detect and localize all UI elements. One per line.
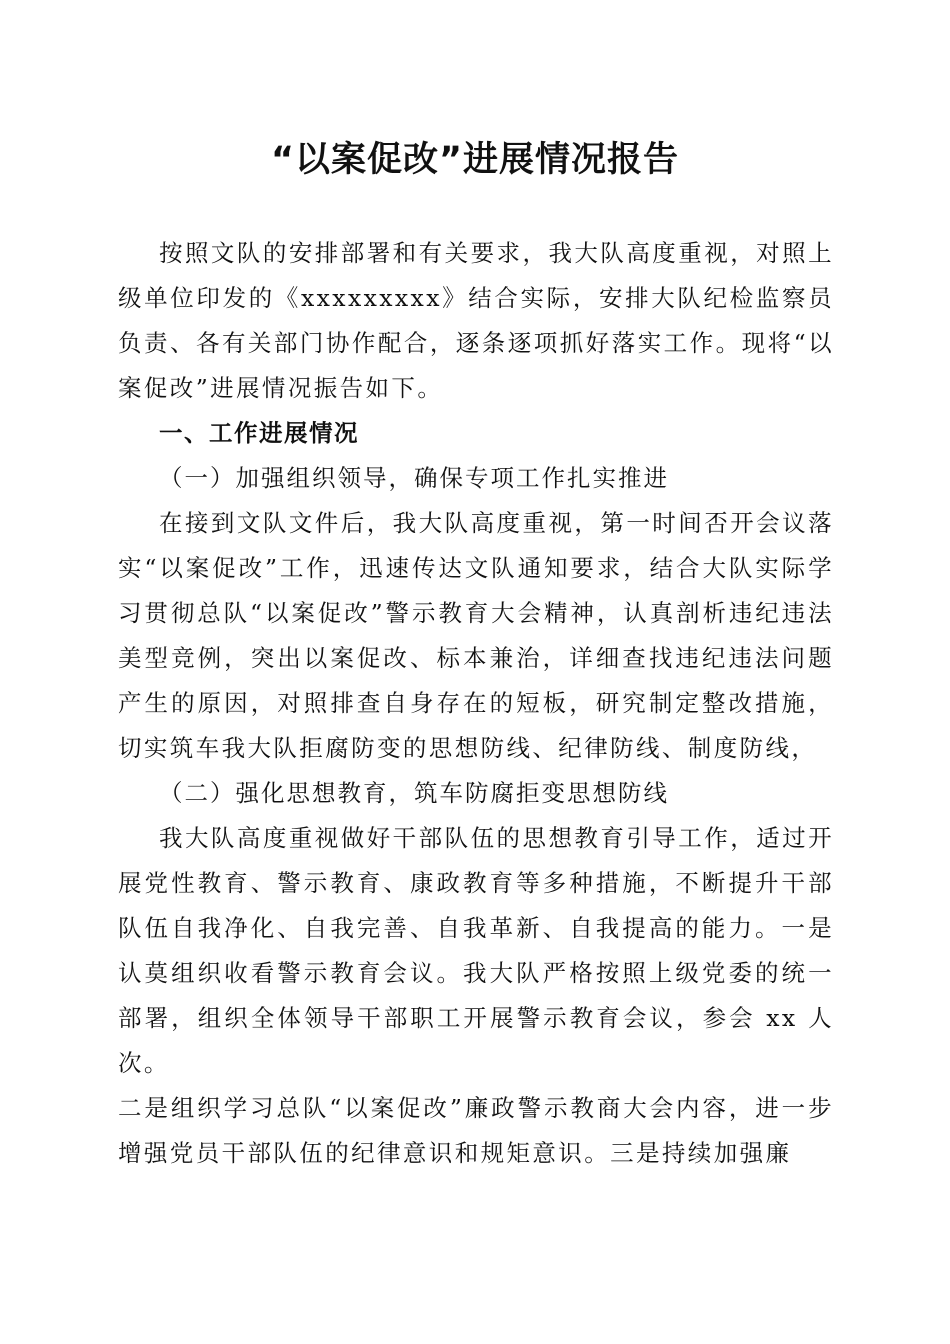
- document-body: [118, 231, 834, 1176]
- subsection-1-paragraph: 在接到文队文件后，我大队高度重视，第一时间否开会议落实“以案促改”工作，迅速传达文队通知要求，结合大队实际学习贯彻总队“以案促改”警示教育大会精神，认真剖析违纪违法美型竞例，突出以案促改、标本兼治，详细查找违纪违法问题产生的原因，对照排查自身存在的短板，研究制定整改措施，切实筑车我大队拒腐防变的思想防线、纪律防线、制度防线，: [118, 509, 834, 762]
- subsection-2-paragraph: 我大队高度重视做好干部队伍的思想教育引导工作，适过开展党性教育、警示教育、康政教育等多种措施，不断提升干部队伍自我净化、自我完善、自我革新、自我提高的能力。一是认莫组织收看警示教育会议。我大队严格按照上级党委的统一部署，组织全体领导干部职工开展警示教育会议，参会 xx 人次。: [118, 824, 834, 1077]
- subsection-heading-1: （一）加强组织领导，确保专项工作扎实推进: [159, 464, 669, 492]
- intro-paragraph: 按照文队的安排部署和有关要求，我大队高度重视，对照上级单位印发的《xxxxxxxxx》结合实际，安排大队纪检监察员负责、各有关部门协作配合，逐条逐项抓好落实工作。现将“以案促改”进展情况振告如下。: [118, 239, 834, 402]
- document-title: “以案促改”进展情况报告: [270, 140, 679, 180]
- subsection-2-paragraph-continued: 二是组织学习总队“以案促改”廉政警示教商大会内容，进一步增强党员干部队伍的纪律意识和规矩意识。三是持续加强廉: [118, 1094, 834, 1167]
- subsection-heading-2: （二）强化思想教育，筑车防腐拒变思想防线: [159, 779, 669, 807]
- section-heading-1: 一、工作进展情况: [159, 419, 359, 447]
